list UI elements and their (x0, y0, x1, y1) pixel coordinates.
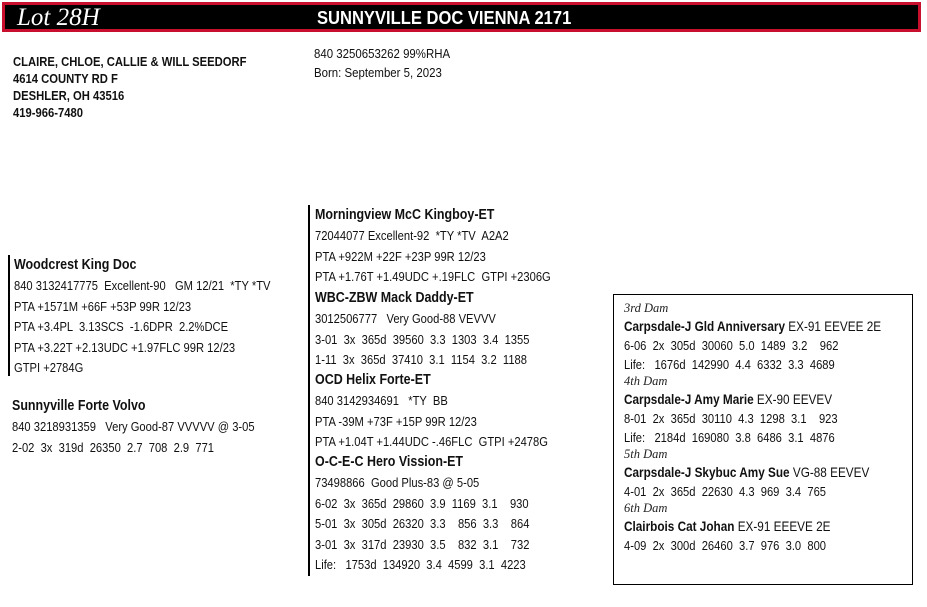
dam-dam-block (308, 452, 615, 576)
consignor-block (13, 54, 247, 122)
consignor-address: 4614 COUNTY RD F (13, 72, 118, 86)
dam-sire-line-2: PTA -39M +73F +15P 99R 12/23 (315, 413, 477, 429)
dam-sire-line-1: 840 3142934691 *TY BB (315, 393, 448, 408)
sire-dam-line-3: 1-11 3x 365d 37410 3.1 1154 3.2 1188 (315, 352, 527, 367)
dam-block (8, 396, 294, 458)
sire-sire-line-1: 72044077 Excellent-92 *TY *TV A2A2 (315, 228, 509, 243)
sire-dam-line-1: 3012506777 Very Good-88 VEVVV (315, 311, 496, 326)
dam-dam-name: O-C-E-C Hero Vission-ET (315, 454, 464, 470)
sire-line-2: PTA +1571M +66F +53P 99R 12/23 (14, 298, 192, 314)
third-dam-name: Carpsdale-J Gld Anniversary (624, 318, 786, 334)
sire-sire-line-3: PTA +1.76T +1.49UDC +.19FLC GTPI +2306G (315, 269, 551, 284)
sire-line-4: PTA +3.22T +2.13UDC +1.97FLC 99R 12/23 (14, 339, 236, 355)
fourth-dam-classification: EX-90 EEVEV (753, 391, 833, 407)
fourth-dam-line-2: Life: 2184d 169080 3.8 6486 3.1 4876 (624, 430, 835, 445)
dam-dam-line-2: 6-02 3x 365d 29860 3.9 1169 3.1 930 (315, 495, 529, 511)
fourth-dam (624, 374, 912, 447)
third-dam-line-2: Life: 1676d 142990 4.4 6332 3.3 4689 (624, 357, 835, 372)
header-banner (2, 2, 921, 32)
fifth-dam-label: 5th Dam (624, 447, 668, 461)
dam-line-1: 840 3218931359 Very Good-87 VVVVV @ 3-05 (12, 419, 255, 434)
lot-number: Lot 28H (17, 4, 100, 31)
sire-line-3: PTA +3.4PL 3.13SCS -1.6DPR 2.2%DCE (14, 319, 229, 334)
fifth-dam-heading (624, 462, 870, 482)
third-dam-heading (624, 316, 882, 336)
third-dam-classification: EX-91 EEVEE 2E (785, 318, 882, 334)
calf-info (314, 44, 450, 82)
third-dam-label: 3rd Dam (624, 301, 669, 315)
sire-dam-name: WBC-ZBW Mack Daddy-ET (315, 290, 474, 306)
sire-dam-block (308, 288, 615, 371)
dam-name: Sunnyville Forte Volvo (12, 398, 146, 414)
fifth-dam (624, 447, 912, 501)
fifth-dam-name: Carpsdale-J Skybuc Amy Sue (624, 464, 790, 480)
dam-dam-line-4: 3-01 3x 317d 23930 3.5 832 3.1 732 (315, 536, 530, 552)
fourth-dam-name: Carpsdale-J Amy Marie (624, 391, 754, 407)
sixth-dam-line-1: 4-09 2x 300d 26460 3.7 976 3.0 800 (624, 538, 827, 553)
animal-name: SUNNYVILLE DOC VIENNA 2171 (317, 8, 572, 28)
consignor-city: DESHLER, OH 43516 (13, 89, 125, 103)
sire-name: Woodcrest King Doc (14, 257, 137, 273)
sixth-dam-heading (624, 516, 866, 536)
sixth-dam-label: 6th Dam (624, 501, 668, 515)
fifth-dam-classification: VG-88 EEVEV (789, 464, 870, 480)
dam-dam-line-3: 5-01 3x 305d 26320 3.3 856 3.3 864 (315, 516, 530, 531)
maternal-dams-box (613, 294, 913, 585)
dam-dam-line-1: 73498866 Good Plus-83 @ 5-05 (315, 475, 480, 490)
dam-dam-line-5: Life: 1753d 134920 3.4 4599 3.1 4223 (315, 557, 526, 572)
sire-block (8, 255, 312, 376)
sire-sire-line-2: PTA +922M +22F +23P 99R 12/23 (315, 248, 486, 264)
dam-line-2: 2-02 3x 319d 26350 2.7 708 2.9 771 (12, 439, 215, 455)
calf-id-line: 840 3250653262 99%RHA (314, 46, 451, 61)
sixth-dam-name: Clairbois Cat Johan (624, 518, 735, 534)
sixth-dam (624, 501, 912, 555)
fourth-dam-heading (624, 389, 866, 409)
sixth-dam-classification: EX-91 EEEVE 2E (734, 518, 831, 534)
sire-sire-name: Morningview McC Kingboy-ET (315, 207, 495, 223)
fifth-dam-line-1: 4-01 2x 365d 22630 4.3 969 3.4 765 (624, 484, 827, 499)
fourth-dam-label: 4th Dam (624, 374, 668, 388)
third-dam-line-1: 6-06 2x 305d 30060 5.0 1489 3.2 962 (624, 338, 839, 353)
sire-sire-block (308, 205, 615, 288)
calf-born: Born: September 5, 2023 (314, 65, 442, 80)
fourth-dam-line-1: 8-01 2x 365d 30110 4.3 1298 3.1 923 (624, 411, 838, 426)
dam-sire-line-3: PTA +1.04T +1.44UDC -.46FLC GTPI +2478G (315, 434, 548, 449)
dam-sire-block (308, 370, 615, 453)
third-dam (624, 301, 912, 374)
sire-line-1: 840 3132417775 Excellent-90 GM 12/21 *TY *TV (14, 278, 271, 293)
consignor-phone: 419-966-7480 (13, 106, 84, 120)
dam-sire-name: OCD Helix Forte-ET (315, 372, 431, 388)
sire-dam-line-2: 3-01 3x 365d 39560 3.3 1303 3.4 1355 (315, 331, 530, 347)
sire-line-5: GTPI +2784G (14, 360, 84, 375)
consignor-names: CLAIRE, CHLOE, CALLIE & WILL SEEDORF (13, 55, 247, 69)
